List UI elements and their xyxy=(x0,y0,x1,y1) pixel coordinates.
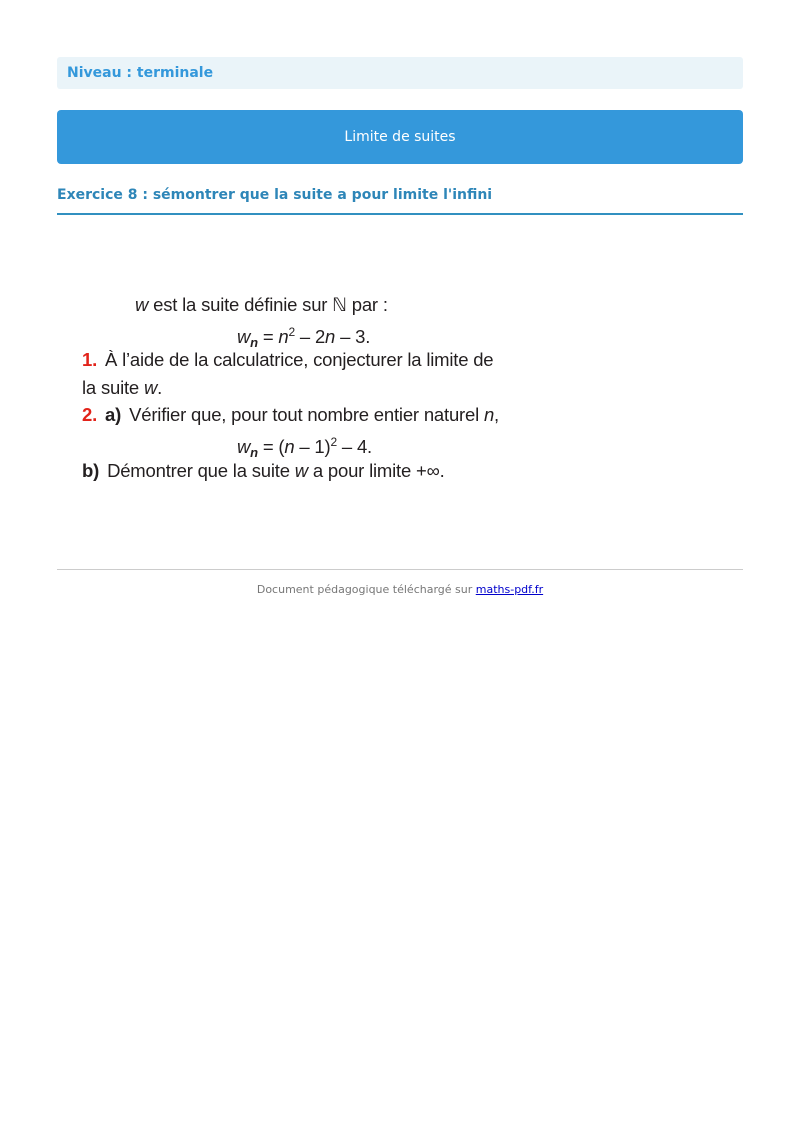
intro-text: est la suite définie sur ℕ par : xyxy=(148,294,388,315)
footer-link[interactable]: maths-pdf.fr xyxy=(475,583,544,596)
level-label: Niveau : terminale xyxy=(67,65,214,81)
question-1-number: 1. xyxy=(82,349,98,371)
question-1-text-2: la suite xyxy=(82,376,144,398)
question-1-end: . xyxy=(157,376,163,398)
footer-text: Document pédagogique téléchargé sur xyxy=(256,583,476,596)
question-2a-text: Vérifier que, pour tout nombre entier naturel xyxy=(129,404,484,426)
exercise-figure xyxy=(57,215,743,525)
footer xyxy=(57,569,743,596)
formula1-sup: 2 xyxy=(288,324,295,339)
question-2b-label: b) xyxy=(82,459,100,481)
question-2b-text: Démontrer que la suite xyxy=(107,459,295,481)
formula1-n: n xyxy=(278,325,289,347)
exercise-title: Exercice 8 : sémontrer que la suite a pour limite l'infini xyxy=(57,186,743,215)
question-1-text: À l’aide de la calculatrice, conjecturer la limite de xyxy=(105,349,494,371)
formula2-n: n xyxy=(284,435,295,457)
question-1-line-1 xyxy=(82,346,542,374)
formula2-lhs: w xyxy=(237,435,251,457)
formula2-end: – 4. xyxy=(336,435,372,457)
formula1-n2: n xyxy=(325,325,336,347)
formula1-end: – 3. xyxy=(335,325,371,347)
formula2-close: – 1) xyxy=(294,435,331,457)
formula2-sub: n xyxy=(250,444,258,460)
intro-line xyxy=(82,291,542,319)
question-2a-end: , xyxy=(494,404,499,426)
question-2b-line xyxy=(82,457,542,485)
formula-2 xyxy=(82,429,542,460)
intro-var: w xyxy=(135,294,149,315)
level-box xyxy=(57,57,743,89)
formula1-minus: – 2 xyxy=(294,325,326,347)
formula1-sub: n xyxy=(250,334,258,350)
exercise-statement xyxy=(82,291,542,484)
question-2b-end: a pour limite +∞. xyxy=(307,459,445,481)
question-2a-line xyxy=(82,401,542,429)
question-2-number: 2. xyxy=(82,404,98,426)
title-banner xyxy=(57,110,743,164)
question-1-line-2 xyxy=(82,374,542,402)
question-2b-var: w xyxy=(294,459,308,481)
document-page xyxy=(57,57,743,525)
formula1-eq: = xyxy=(257,325,279,347)
question-1-var: w xyxy=(143,376,158,398)
question-2a-var: n xyxy=(483,404,495,426)
formula-1 xyxy=(82,319,542,350)
question-2a-label: a) xyxy=(105,404,122,426)
formula1-lhs: w xyxy=(237,325,251,347)
formula2-sup: 2 xyxy=(330,434,337,449)
banner-title: Limite de suites xyxy=(344,129,456,145)
formula2-open: = ( xyxy=(257,435,285,457)
